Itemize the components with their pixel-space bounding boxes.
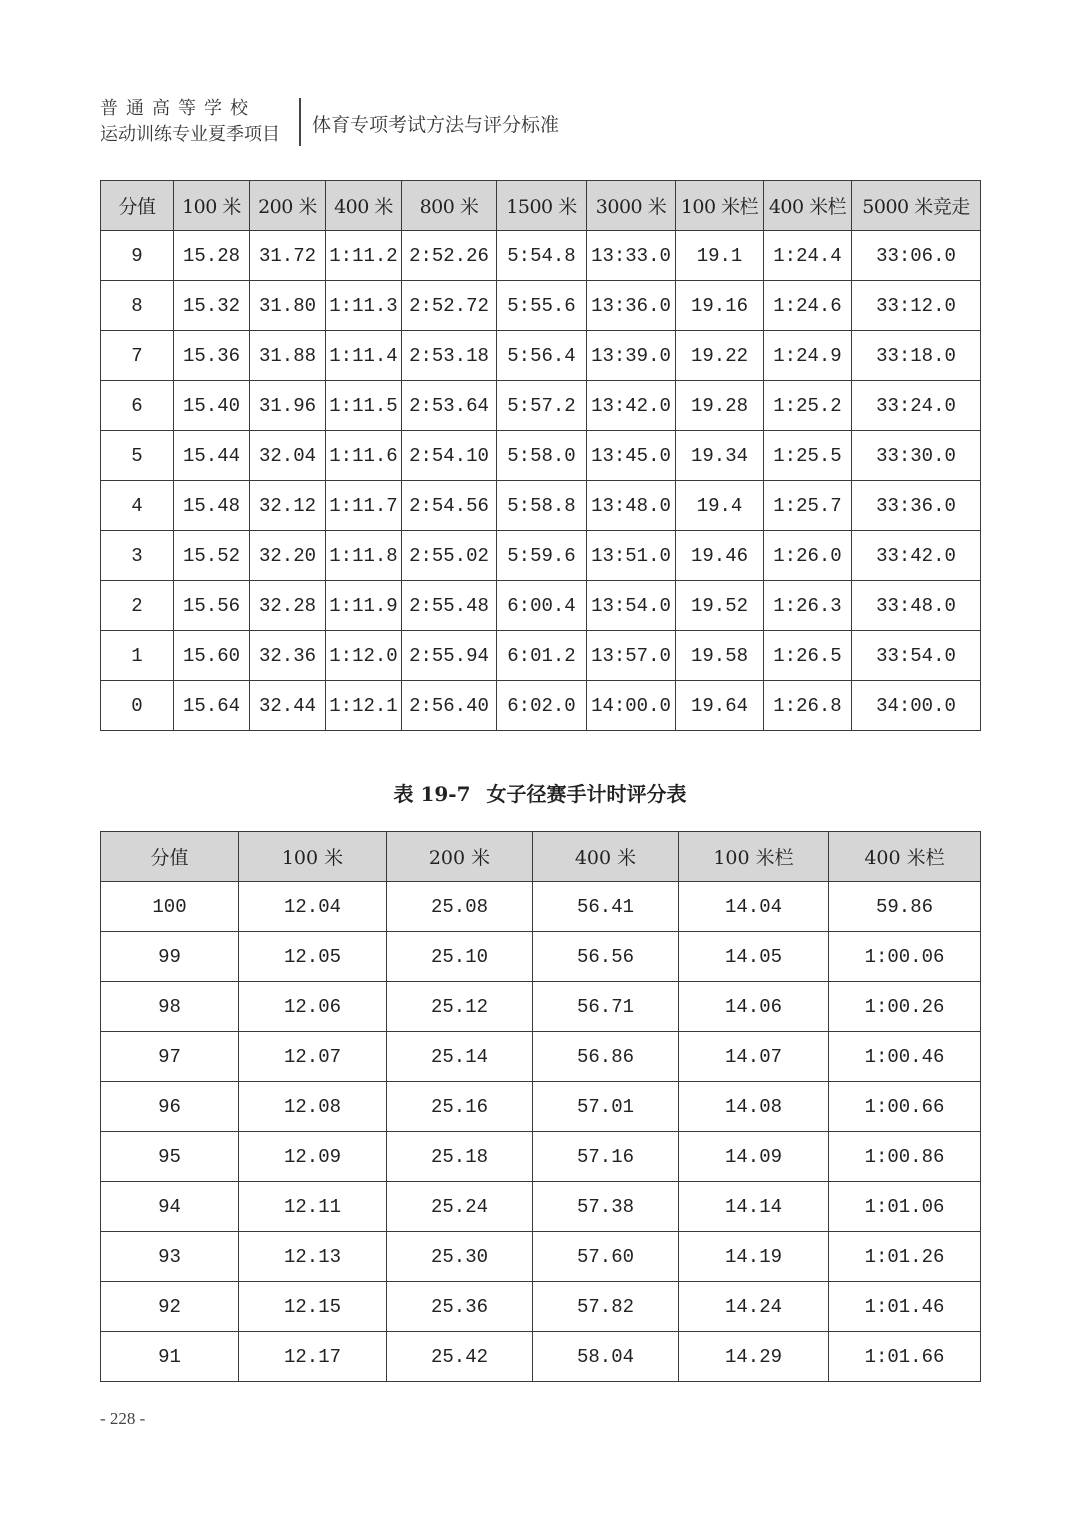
table-cell: 13:45.0 <box>587 431 676 481</box>
table-cell: 15.28 <box>174 231 250 281</box>
table-cell: 19.34 <box>676 431 764 481</box>
table-cell: 13:48.0 <box>587 481 676 531</box>
table-row <box>101 331 981 381</box>
table-cell: 1:25.7 <box>764 481 852 531</box>
table-cell: 14.24 <box>679 1282 829 1332</box>
table-cell: 12.05 <box>239 932 387 982</box>
table-cell: 25.12 <box>387 982 533 1032</box>
table-cell: 34:00.0 <box>852 681 981 731</box>
table-cell: 14.08 <box>679 1082 829 1132</box>
table-cell: 15.32 <box>174 281 250 331</box>
table-caption <box>0 778 1080 807</box>
table-cell: 19.64 <box>676 681 764 731</box>
table-cell: 56.86 <box>533 1032 679 1082</box>
table-row <box>101 581 981 631</box>
table-cell: 25.14 <box>387 1032 533 1082</box>
table-cell: 12.15 <box>239 1282 387 1332</box>
column-header: 3000 米 <box>587 181 676 231</box>
table-cell: 14.29 <box>679 1332 829 1382</box>
table-cell: 15.52 <box>174 531 250 581</box>
table-cell: 5:54.8 <box>497 231 587 281</box>
score-cell: 1 <box>101 631 174 681</box>
table-row <box>101 681 981 731</box>
table-cell: 14.06 <box>679 982 829 1032</box>
table-cell: 13:36.0 <box>587 281 676 331</box>
column-header: 100 米 <box>174 181 250 231</box>
table-row <box>101 1182 981 1232</box>
table-cell: 19.16 <box>676 281 764 331</box>
table-cell: 32.04 <box>250 431 326 481</box>
table-cell: 32.44 <box>250 681 326 731</box>
score-cell: 100 <box>101 882 239 932</box>
column-header: 100 米栏 <box>676 181 764 231</box>
column-header: 400 米栏 <box>829 832 981 882</box>
table-cell: 1:00.06 <box>829 932 981 982</box>
score-cell: 96 <box>101 1082 239 1132</box>
score-cell: 99 <box>101 932 239 982</box>
table-cell: 25.24 <box>387 1182 533 1232</box>
table-cell: 14.14 <box>679 1182 829 1232</box>
table-cell: 19.28 <box>676 381 764 431</box>
table-cell: 1:12.1 <box>326 681 402 731</box>
table-cell: 1:26.3 <box>764 581 852 631</box>
header-divider <box>299 98 301 146</box>
book-title: 体育专项考试方法与评分标准 <box>312 114 560 136</box>
table-cell: 33:06.0 <box>852 231 981 281</box>
table-cell: 1:01.06 <box>829 1182 981 1232</box>
table-cell: 6:02.0 <box>497 681 587 731</box>
table-number: 表 19-7 <box>393 782 471 806</box>
table-row <box>101 481 981 531</box>
score-cell: 9 <box>101 231 174 281</box>
table-cell: 19.58 <box>676 631 764 681</box>
table-cell: 5:57.2 <box>497 381 587 431</box>
table-header-row <box>101 832 981 882</box>
table-cell: 56.56 <box>533 932 679 982</box>
table-cell: 2:55.48 <box>402 581 497 631</box>
table-cell: 12.09 <box>239 1132 387 1182</box>
table-cell: 56.41 <box>533 882 679 932</box>
table-cell: 12.04 <box>239 882 387 932</box>
table-cell: 57.01 <box>533 1082 679 1132</box>
column-header: 1500 米 <box>497 181 587 231</box>
column-header: 分值 <box>101 832 239 882</box>
table-cell: 33:48.0 <box>852 581 981 631</box>
table-cell: 5:56.4 <box>497 331 587 381</box>
table-cell: 25.10 <box>387 932 533 982</box>
table-cell: 19.46 <box>676 531 764 581</box>
table-cell: 15.56 <box>174 581 250 631</box>
table-cell: 25.08 <box>387 882 533 932</box>
table-cell: 25.42 <box>387 1332 533 1382</box>
table-cell: 58.04 <box>533 1332 679 1382</box>
table-cell: 25.18 <box>387 1132 533 1182</box>
table-cell: 1:12.0 <box>326 631 402 681</box>
score-cell: 95 <box>101 1132 239 1182</box>
column-header: 200 米 <box>387 832 533 882</box>
table-cell: 2:54.10 <box>402 431 497 481</box>
table-cell: 12.11 <box>239 1182 387 1232</box>
column-header: 200 米 <box>250 181 326 231</box>
table-cell: 14:00.0 <box>587 681 676 731</box>
table-cell: 6:01.2 <box>497 631 587 681</box>
table-cell: 33:36.0 <box>852 481 981 531</box>
score-cell: 98 <box>101 982 239 1032</box>
table-row <box>101 932 981 982</box>
table-cell: 33:18.0 <box>852 331 981 381</box>
table-cell: 14.09 <box>679 1132 829 1182</box>
table-row <box>101 1332 981 1382</box>
table-cell: 32.28 <box>250 581 326 631</box>
table-cell: 1:11.8 <box>326 531 402 581</box>
table-cell: 1:00.66 <box>829 1082 981 1132</box>
table-cell: 1:11.6 <box>326 431 402 481</box>
table-cell: 32.36 <box>250 631 326 681</box>
table-row <box>101 1132 981 1182</box>
table-cell: 59.86 <box>829 882 981 932</box>
series-line-2: 运动训练专业夏季项目 <box>100 124 280 145</box>
table-cell: 13:33.0 <box>587 231 676 281</box>
table-cell: 57.60 <box>533 1232 679 1282</box>
table-cell: 19.1 <box>676 231 764 281</box>
table-cell: 19.22 <box>676 331 764 381</box>
table-cell: 2:54.56 <box>402 481 497 531</box>
table-cell: 5:59.6 <box>497 531 587 581</box>
table-cell: 33:54.0 <box>852 631 981 681</box>
table-cell: 13:39.0 <box>587 331 676 381</box>
series-line-1: 普通高等学校 <box>100 98 256 119</box>
table-row <box>101 982 981 1032</box>
score-cell: 7 <box>101 331 174 381</box>
table-cell: 25.30 <box>387 1232 533 1282</box>
table-cell: 1:01.46 <box>829 1282 981 1332</box>
table-title: 女子径赛手计时评分表 <box>486 782 687 806</box>
table-cell: 15.36 <box>174 331 250 381</box>
table-cell: 15.48 <box>174 481 250 531</box>
table-cell: 14.07 <box>679 1032 829 1082</box>
table-cell: 13:54.0 <box>587 581 676 631</box>
table-cell: 15.64 <box>174 681 250 731</box>
score-cell: 8 <box>101 281 174 331</box>
table-cell: 1:11.9 <box>326 581 402 631</box>
column-header: 400 米 <box>326 181 402 231</box>
table-cell: 14.19 <box>679 1232 829 1282</box>
score-cell: 3 <box>101 531 174 581</box>
table-cell: 1:00.86 <box>829 1132 981 1182</box>
score-table-continued <box>100 180 981 731</box>
table-cell: 2:55.02 <box>402 531 497 581</box>
table-cell: 33:42.0 <box>852 531 981 581</box>
table-cell: 1:24.9 <box>764 331 852 381</box>
table-cell: 31.80 <box>250 281 326 331</box>
table-cell: 1:11.2 <box>326 231 402 281</box>
column-header: 100 米 <box>239 832 387 882</box>
score-cell: 94 <box>101 1182 239 1232</box>
table-cell: 1:11.4 <box>326 331 402 381</box>
table-cell: 5:58.0 <box>497 431 587 481</box>
table-cell: 14.05 <box>679 932 829 982</box>
table-cell: 12.07 <box>239 1032 387 1082</box>
table-cell: 33:30.0 <box>852 431 981 481</box>
table-cell: 32.20 <box>250 531 326 581</box>
column-header: 5000 米竞走 <box>852 181 981 231</box>
women-track-hand-timing-table <box>100 831 981 1382</box>
table-cell: 14.04 <box>679 882 829 932</box>
table-cell: 1:25.5 <box>764 431 852 481</box>
table-cell: 31.96 <box>250 381 326 431</box>
table-row <box>101 1082 981 1132</box>
page-number: - 228 - <box>100 1409 146 1428</box>
table-cell: 1:26.5 <box>764 631 852 681</box>
table-cell: 32.12 <box>250 481 326 531</box>
table-cell: 57.38 <box>533 1182 679 1232</box>
table-cell: 6:00.4 <box>497 581 587 631</box>
table-row <box>101 631 981 681</box>
table-cell: 1:01.66 <box>829 1332 981 1382</box>
table-cell: 57.16 <box>533 1132 679 1182</box>
table-cell: 1:00.46 <box>829 1032 981 1082</box>
table-cell: 12.08 <box>239 1082 387 1132</box>
book-series-title <box>100 96 296 148</box>
table-row <box>101 531 981 581</box>
table-cell: 13:51.0 <box>587 531 676 581</box>
table-cell: 2:52.72 <box>402 281 497 331</box>
table-cell: 57.82 <box>533 1282 679 1332</box>
score-cell: 5 <box>101 431 174 481</box>
table-cell: 31.72 <box>250 231 326 281</box>
table-cell: 31.88 <box>250 331 326 381</box>
table-cell: 56.71 <box>533 982 679 1032</box>
table-cell: 25.36 <box>387 1282 533 1332</box>
score-cell: 93 <box>101 1232 239 1282</box>
score-cell: 91 <box>101 1332 239 1382</box>
column-header: 分值 <box>101 181 174 231</box>
score-cell: 4 <box>101 481 174 531</box>
table-cell: 25.16 <box>387 1082 533 1132</box>
column-header: 400 米栏 <box>764 181 852 231</box>
score-cell: 6 <box>101 381 174 431</box>
table-cell: 1:00.26 <box>829 982 981 1032</box>
column-header: 100 米栏 <box>679 832 829 882</box>
table-header-row <box>101 181 981 231</box>
table-cell: 1:24.6 <box>764 281 852 331</box>
table-cell: 2:53.64 <box>402 381 497 431</box>
table-cell: 1:25.2 <box>764 381 852 431</box>
table-row <box>101 1282 981 1332</box>
table-cell: 15.44 <box>174 431 250 481</box>
table-cell: 1:26.8 <box>764 681 852 731</box>
table-cell: 5:58.8 <box>497 481 587 531</box>
table-cell: 1:26.0 <box>764 531 852 581</box>
table-cell: 2:52.26 <box>402 231 497 281</box>
score-cell: 2 <box>101 581 174 631</box>
score-cell: 0 <box>101 681 174 731</box>
table-cell: 2:55.94 <box>402 631 497 681</box>
table-cell: 5:55.6 <box>497 281 587 331</box>
table-row <box>101 882 981 932</box>
table-row <box>101 381 981 431</box>
table-cell: 13:42.0 <box>587 381 676 431</box>
table-cell: 1:11.7 <box>326 481 402 531</box>
table-cell: 19.52 <box>676 581 764 631</box>
column-header: 800 米 <box>402 181 497 231</box>
table-cell: 33:24.0 <box>852 381 981 431</box>
table-row <box>101 1032 981 1082</box>
table-row <box>101 1232 981 1282</box>
table-cell: 1:24.4 <box>764 231 852 281</box>
table-row <box>101 281 981 331</box>
table-cell: 2:53.18 <box>402 331 497 381</box>
table-row <box>101 431 981 481</box>
table-cell: 19.4 <box>676 481 764 531</box>
score-cell: 97 <box>101 1032 239 1082</box>
table-cell: 13:57.0 <box>587 631 676 681</box>
table-cell: 12.06 <box>239 982 387 1032</box>
column-header: 400 米 <box>533 832 679 882</box>
table-row <box>101 231 981 281</box>
table-cell: 2:56.40 <box>402 681 497 731</box>
table-cell: 1:11.5 <box>326 381 402 431</box>
table-cell: 12.17 <box>239 1332 387 1382</box>
table-cell: 33:12.0 <box>852 281 981 331</box>
score-cell: 92 <box>101 1282 239 1332</box>
table-cell: 15.40 <box>174 381 250 431</box>
table-cell: 1:01.26 <box>829 1232 981 1282</box>
table-cell: 15.60 <box>174 631 250 681</box>
table-cell: 12.13 <box>239 1232 387 1282</box>
table-cell: 1:11.3 <box>326 281 402 331</box>
